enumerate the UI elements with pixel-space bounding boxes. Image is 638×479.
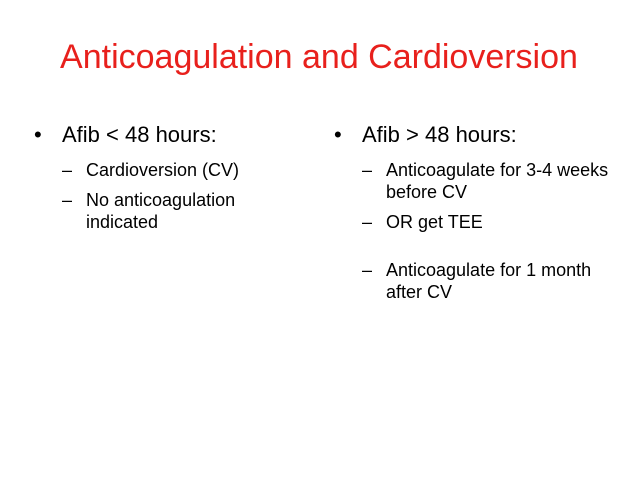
list-item-text: Anticoagulate for 3-4 weeks before CV	[386, 160, 609, 202]
dash-glyph: –	[62, 190, 73, 210]
bullet-glyph: •	[34, 122, 42, 147]
list-item	[334, 211, 614, 233]
left-sub-list	[34, 159, 296, 233]
list-item	[34, 189, 296, 233]
right-column	[334, 121, 614, 311]
list-item-text: OR get TEE	[386, 212, 483, 232]
right-bullet	[334, 121, 614, 149]
list-item-text: Anticoagulate for 1 month after CV	[386, 260, 592, 302]
list-item-text: No anticoagulation indicated	[86, 190, 236, 232]
dash-glyph: –	[362, 212, 373, 232]
left-heading: Afib < 48 hours:	[62, 122, 217, 147]
bullet-glyph: •	[334, 122, 342, 147]
right-heading: Afib > 48 hours:	[362, 122, 517, 147]
dash-glyph: –	[362, 160, 373, 180]
list-item-text: Cardioversion (CV)	[86, 160, 240, 180]
left-bullet	[34, 121, 296, 149]
list-item	[34, 159, 296, 181]
right-sub-list	[334, 159, 614, 303]
dash-glyph: –	[362, 260, 373, 280]
list-item	[334, 259, 614, 303]
dash-glyph: –	[62, 160, 73, 180]
left-column	[34, 121, 296, 241]
slide-title: Anticoagulation and Cardioversion	[60, 38, 578, 76]
list-item	[334, 159, 614, 203]
